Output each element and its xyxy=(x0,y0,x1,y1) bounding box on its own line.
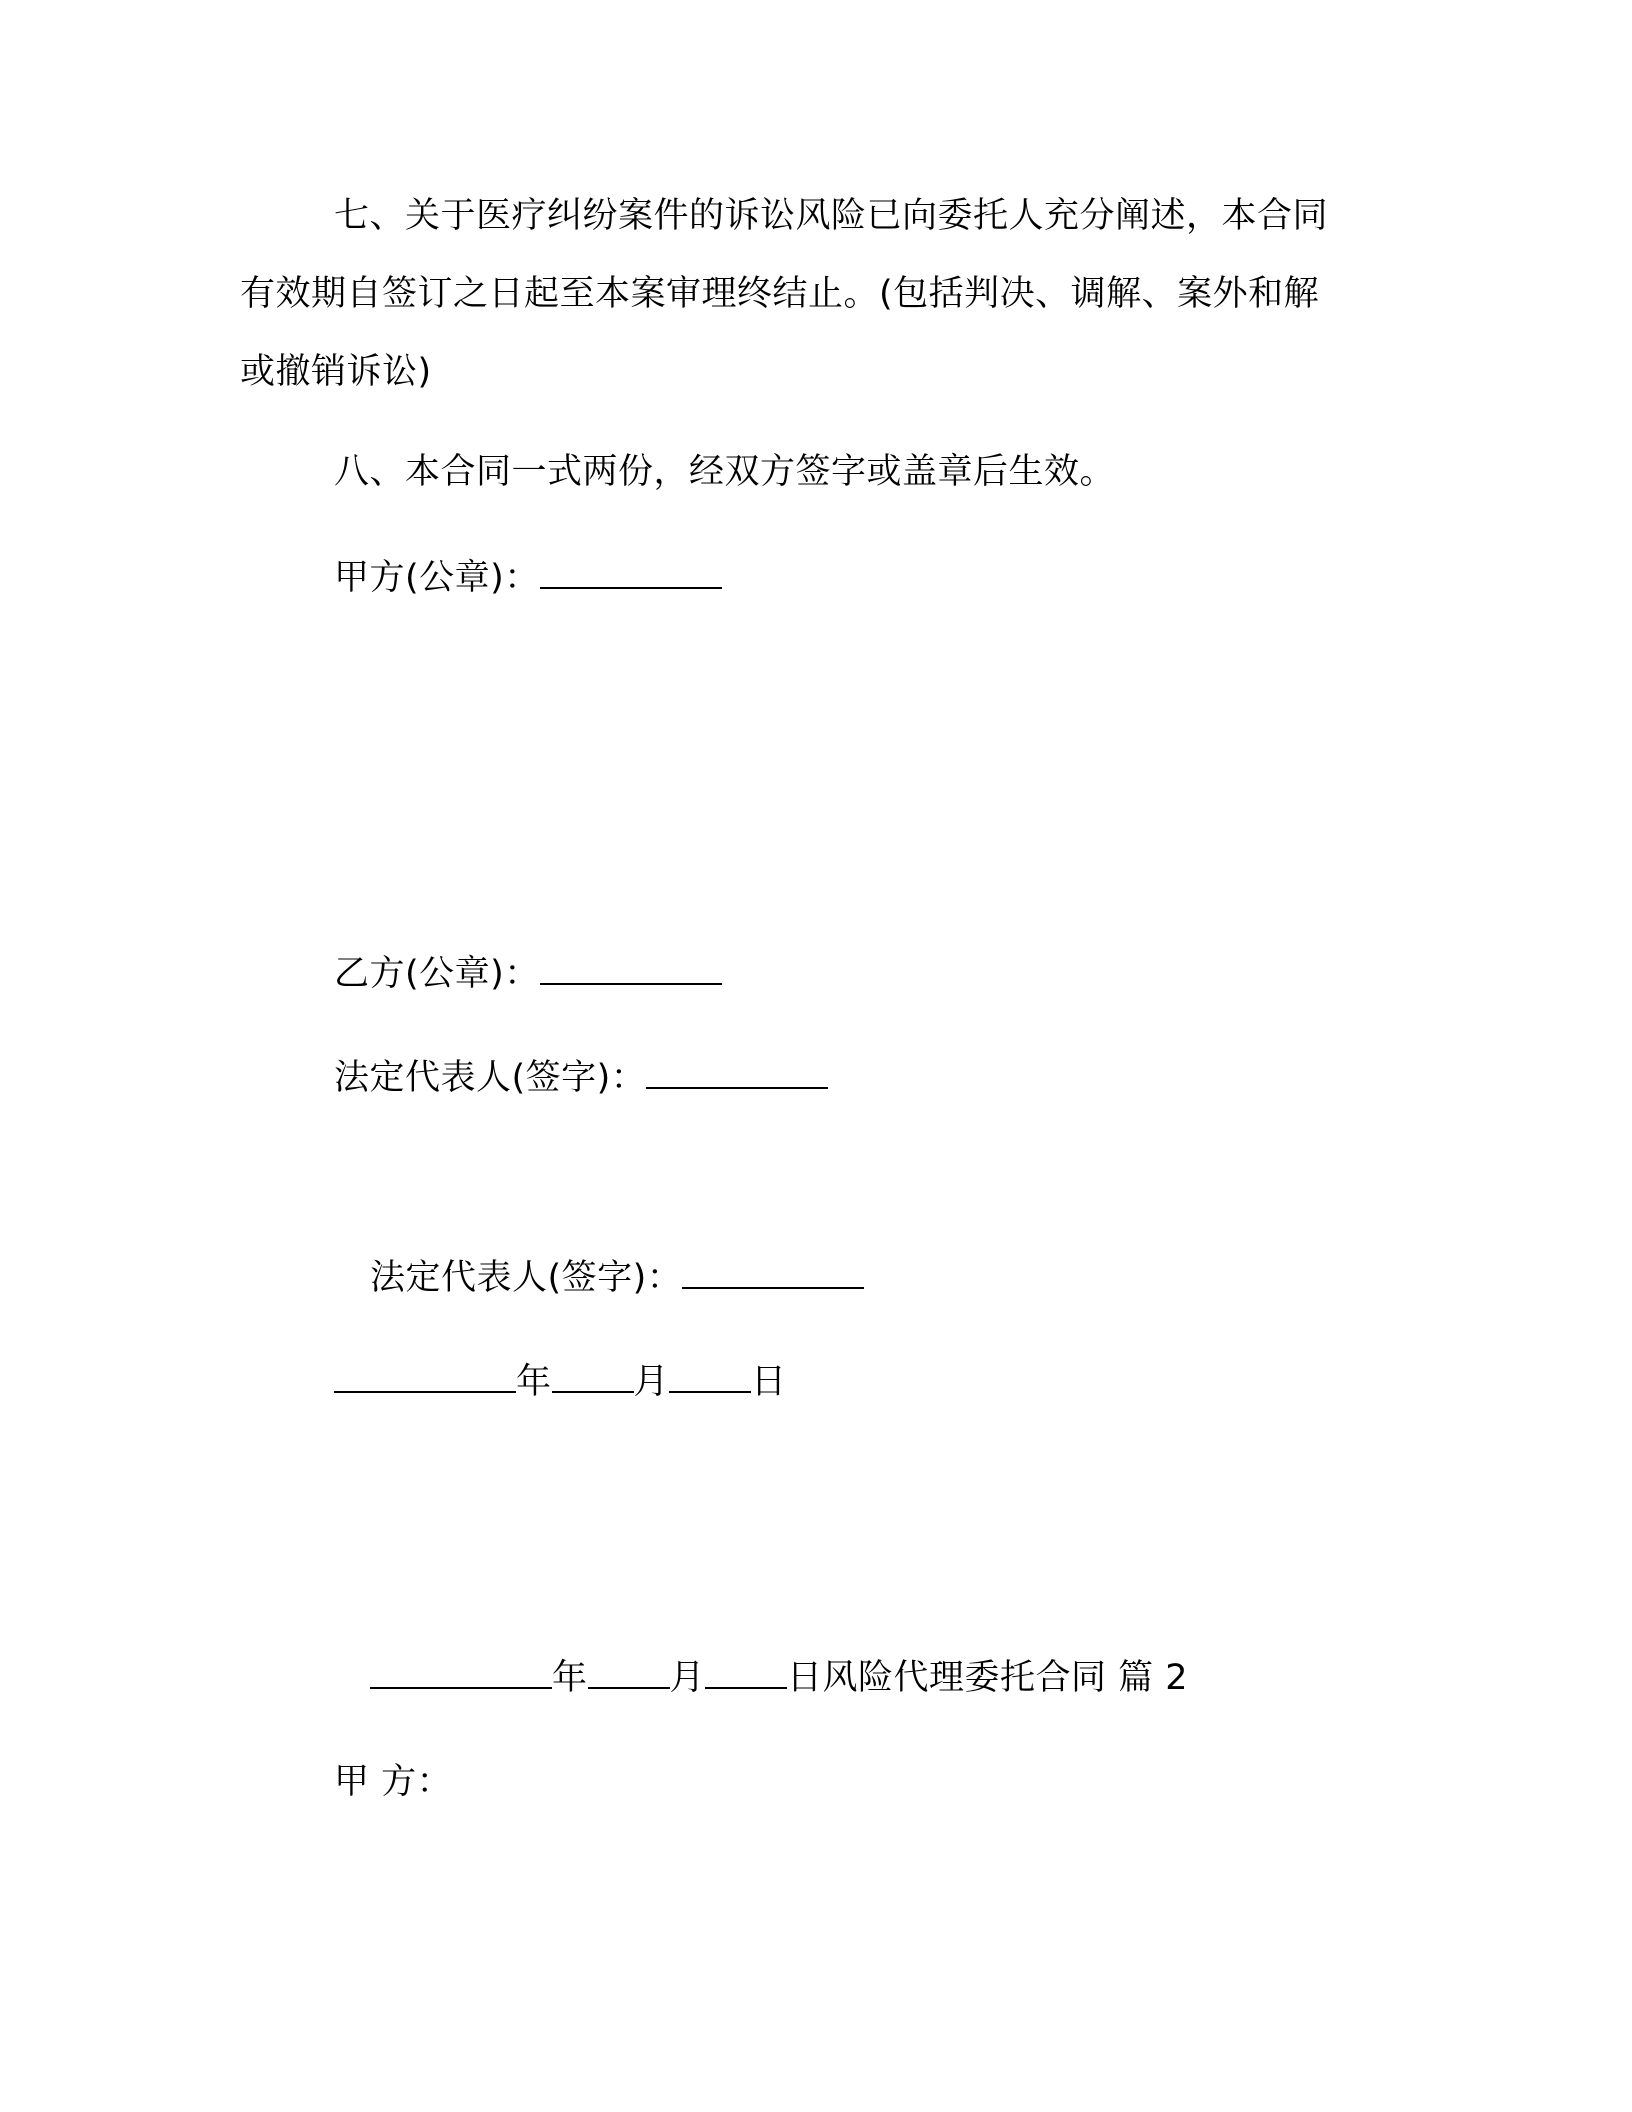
legal-rep-line-2 xyxy=(370,1256,864,1300)
party-b-seal-blank xyxy=(540,953,722,985)
heading-title: 日风险代理委托合同 篇 2 xyxy=(787,1658,1189,1698)
day-label: 日 xyxy=(751,1362,787,1402)
party-b-seal-line xyxy=(334,952,722,996)
legal-rep-line-1 xyxy=(334,1056,828,1100)
heading-day-blank xyxy=(705,1657,787,1689)
contract-2-heading xyxy=(370,1656,1188,1700)
legal-rep-label-1: 法定代表人(签字)： xyxy=(334,1058,647,1098)
year-label: 年 xyxy=(516,1362,552,1402)
heading-month-label: 月 xyxy=(669,1658,706,1698)
party-a-seal-line xyxy=(334,556,722,600)
month-label: 月 xyxy=(633,1362,670,1402)
clause-7-line-2: 有效期自签订之日起至本案审理终结止。(包括判决、调解、案外和解 xyxy=(240,274,1320,314)
legal-rep-label-2: 法定代表人(签字)： xyxy=(370,1258,683,1298)
party-a-seal-label: 甲方(公章)： xyxy=(334,558,540,598)
clause-7-line-1: 七、关于医疗纠纷案件的诉讼风险已向委托人充分阐述，本合同 xyxy=(334,196,1329,236)
heading-year-blank xyxy=(370,1657,552,1689)
heading-year-label: 年 xyxy=(552,1658,588,1698)
month-blank xyxy=(552,1361,634,1393)
party-a-label: 甲 方： xyxy=(334,1762,453,1802)
clause-7-line-3: 或撤销诉讼) xyxy=(240,352,432,392)
party-b-seal-label: 乙方(公章)： xyxy=(334,954,540,994)
date-line xyxy=(334,1360,787,1404)
clause-8: 八、本合同一式两份，经双方签字或盖章后生效。 xyxy=(334,452,1116,492)
legal-rep-blank-2 xyxy=(682,1257,864,1289)
year-blank xyxy=(334,1361,516,1393)
legal-rep-blank-1 xyxy=(646,1057,828,1089)
heading-month-blank xyxy=(588,1657,670,1689)
day-blank xyxy=(669,1361,751,1393)
party-a-seal-blank xyxy=(540,557,722,589)
